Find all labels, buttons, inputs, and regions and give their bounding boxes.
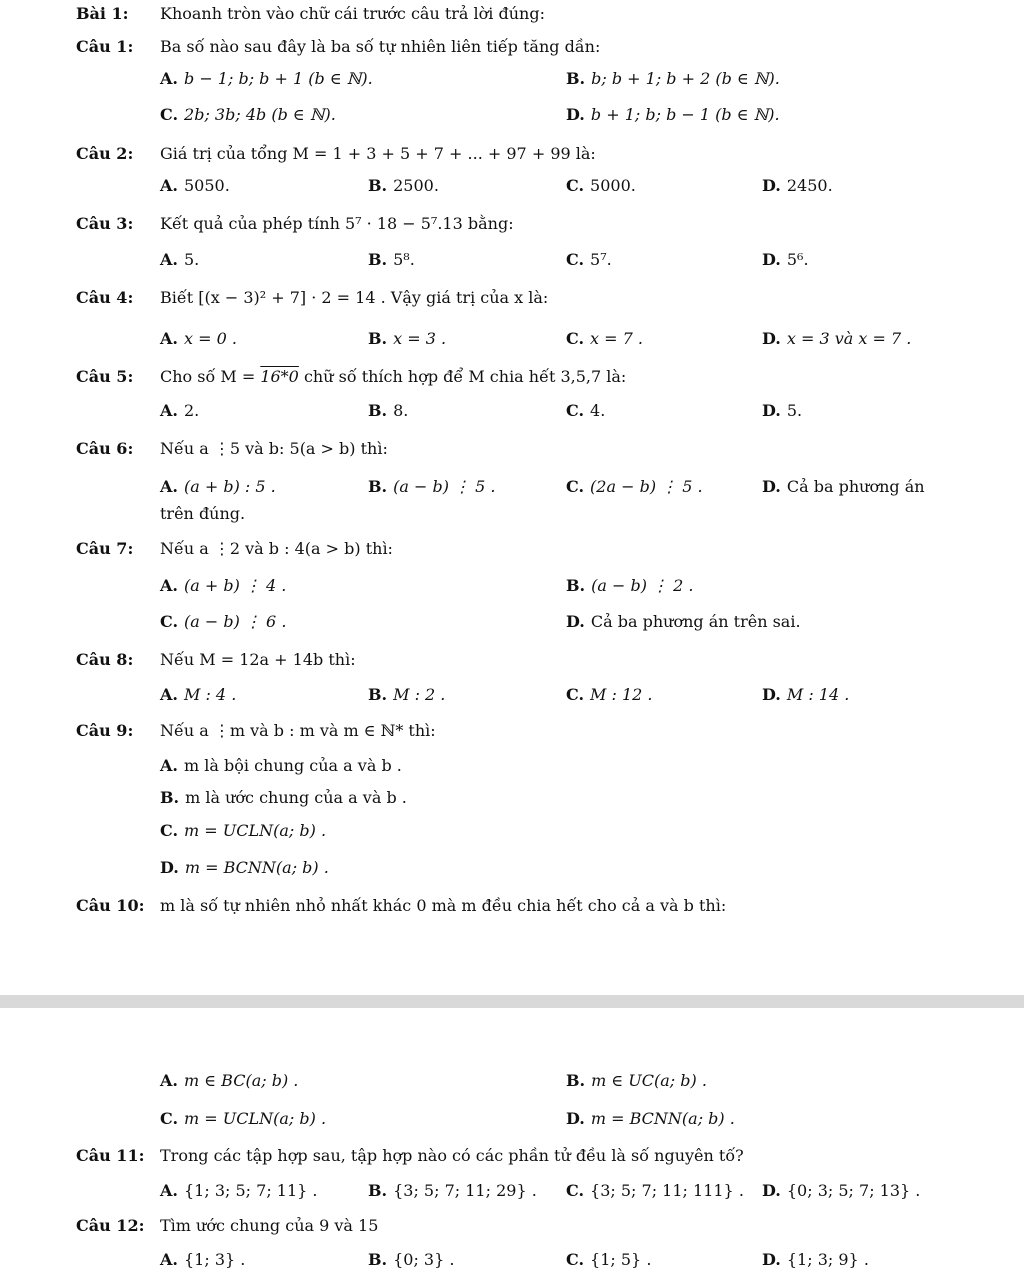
question-3-label: Câu 3: bbox=[76, 214, 134, 233]
question-8-option-c[interactable] bbox=[566, 684, 653, 706]
option-letter: A. bbox=[160, 250, 178, 269]
option-text: Cả ba phương án trên sai. bbox=[590, 612, 801, 631]
question-11-option-d[interactable] bbox=[762, 1180, 920, 1202]
question-7-option-a[interactable] bbox=[160, 575, 286, 597]
option-text: 5. bbox=[786, 401, 803, 420]
option-text: Cả ba phương án bbox=[786, 477, 925, 496]
question-8-option-a[interactable] bbox=[160, 684, 236, 706]
option-letter: A. bbox=[160, 329, 178, 348]
option-letter: D. bbox=[762, 176, 781, 195]
question-9-text: Nếu a ⋮m và b : m và m ∈ ℕ* thì: bbox=[160, 721, 436, 740]
option-text: x = 3 và x = 7 . bbox=[786, 329, 912, 348]
option-letter: B. bbox=[368, 1250, 388, 1269]
option-letter: B. bbox=[368, 250, 388, 269]
question-5-option-a[interactable] bbox=[160, 400, 199, 422]
page-break-divider bbox=[0, 995, 1024, 1008]
question-5-text bbox=[160, 366, 626, 388]
option-text: 5⁶. bbox=[786, 250, 809, 269]
option-letter: D. bbox=[762, 401, 781, 420]
question-12-option-d[interactable] bbox=[762, 1249, 869, 1271]
option-letter: A. bbox=[160, 401, 178, 420]
option-letter: A. bbox=[160, 1181, 178, 1200]
option-letter: A. bbox=[160, 756, 178, 775]
question-6-option-a[interactable] bbox=[160, 476, 276, 498]
question-11-option-a[interactable] bbox=[160, 1180, 318, 1202]
option-text: x = 7 . bbox=[590, 329, 643, 348]
option-letter: A. bbox=[160, 685, 178, 704]
question-3-text: Kết quả của phép tính 5⁷ · 18 − 5⁷.13 bằng: bbox=[160, 214, 514, 233]
question-4-option-d[interactable] bbox=[762, 328, 911, 350]
option-letter: C. bbox=[566, 250, 585, 269]
option-text: (a − b) ⋮ 5 . bbox=[393, 477, 496, 496]
option-letter: A. bbox=[160, 576, 178, 595]
option-text: 5⁷. bbox=[590, 250, 612, 269]
option-letter: A. bbox=[160, 477, 178, 496]
option-letter: B. bbox=[368, 477, 388, 496]
option-letter: D. bbox=[566, 1109, 585, 1128]
question-3-option-a[interactable] bbox=[160, 249, 199, 271]
question-10-option-d[interactable] bbox=[566, 1108, 735, 1130]
option-text: m = BCNN(a; b) . bbox=[184, 858, 329, 877]
question-12-option-b[interactable] bbox=[368, 1249, 454, 1271]
option-text: (a + b) : 5 . bbox=[183, 477, 276, 496]
question-1-option-c[interactable] bbox=[160, 104, 336, 126]
question-4-option-b[interactable] bbox=[368, 328, 446, 350]
option-text: b; b + 1; b + 2 (b ∈ ℕ). bbox=[591, 69, 780, 88]
question-12-label: Câu 12: bbox=[76, 1216, 145, 1235]
question-8-option-d[interactable] bbox=[762, 684, 849, 706]
question-7-option-c[interactable] bbox=[160, 611, 286, 633]
option-text: 5050. bbox=[183, 176, 230, 195]
question-6-text: Nếu a ⋮5 và b: 5(a > b) thì: bbox=[160, 439, 388, 458]
question-9-option-b[interactable] bbox=[160, 787, 407, 809]
option-text: m = UCLN(a; b) . bbox=[184, 1109, 327, 1128]
option-text: {1; 5} . bbox=[590, 1250, 652, 1269]
question-9-option-d[interactable] bbox=[160, 857, 329, 879]
question-3-option-b[interactable] bbox=[368, 249, 415, 271]
exercise-label: Bài 1: bbox=[76, 4, 129, 23]
question-3-option-d[interactable] bbox=[762, 249, 809, 271]
question-12-option-c[interactable] bbox=[566, 1249, 651, 1271]
option-letter: C. bbox=[160, 612, 179, 631]
option-letter: B. bbox=[368, 401, 388, 420]
option-letter: C. bbox=[566, 401, 585, 420]
option-text: 5⁸. bbox=[393, 250, 415, 269]
question-2-option-d[interactable] bbox=[762, 175, 833, 197]
option-letter: B. bbox=[368, 329, 388, 348]
option-letter: D. bbox=[762, 685, 781, 704]
question-5-text-pre: Cho số M = bbox=[160, 367, 261, 386]
question-10-label: Câu 10: bbox=[76, 896, 145, 915]
option-text: 2450. bbox=[786, 176, 833, 195]
option-text: 2. bbox=[183, 401, 200, 420]
option-text: (a − b) ⋮ 2 . bbox=[591, 576, 694, 595]
exercise-instruction: Khoanh tròn vào chữ cái trước câu trả lời đúng: bbox=[160, 4, 545, 23]
option-letter: C. bbox=[566, 176, 585, 195]
option-text: (a + b) ⋮ 4 . bbox=[183, 576, 287, 595]
option-letter: B. bbox=[566, 69, 586, 88]
question-4-option-a[interactable] bbox=[160, 328, 237, 350]
option-letter: D. bbox=[762, 1181, 781, 1200]
question-1-text: Ba số nào sau đây là ba số tự nhiên liên tiếp tăng dần: bbox=[160, 37, 601, 56]
question-2-option-c[interactable] bbox=[566, 175, 636, 197]
option-text: b + 1; b; b − 1 (b ∈ ℕ). bbox=[590, 105, 780, 124]
question-1-label: Câu 1: bbox=[76, 37, 134, 56]
option-text: 2500. bbox=[393, 176, 439, 195]
option-text: m là ước chung của a và b . bbox=[185, 788, 407, 807]
option-letter: C. bbox=[566, 1250, 585, 1269]
question-6-label: Câu 6: bbox=[76, 439, 134, 458]
option-letter: C. bbox=[160, 1109, 179, 1128]
option-text: {1; 3; 9} . bbox=[786, 1250, 869, 1269]
option-letter: B. bbox=[160, 788, 180, 807]
question-4-label: Câu 4: bbox=[76, 288, 134, 307]
question-10-option-c[interactable] bbox=[160, 1108, 326, 1130]
question-5-text-post: chữ số thích hợp để M chia hết 3,5,7 là: bbox=[298, 367, 627, 386]
question-11-text: Trong các tập hợp sau, tập hợp nào có các phần tử đều là số nguyên tố? bbox=[160, 1146, 744, 1165]
question-9-option-c[interactable] bbox=[160, 820, 326, 842]
question-4-option-c[interactable] bbox=[566, 328, 643, 350]
question-4-text: Biết [(x − 3)² + 7] · 2 = 14 . Vậy giá trị của x là: bbox=[160, 288, 549, 307]
option-text: {0; 3; 5; 7; 13} . bbox=[786, 1181, 921, 1200]
option-letter: D. bbox=[160, 858, 179, 877]
question-11-option-b[interactable] bbox=[368, 1180, 537, 1202]
question-2-text: Giá trị của tổng M = 1 + 3 + 5 + 7 + ... + 97 + 99 là: bbox=[160, 144, 596, 163]
option-text: m = UCLN(a; b) . bbox=[184, 821, 327, 840]
question-11-label: Câu 11: bbox=[76, 1146, 145, 1165]
option-text: M : 2 . bbox=[393, 685, 446, 704]
question-9-option-a[interactable] bbox=[160, 755, 402, 777]
option-letter: D. bbox=[762, 250, 781, 269]
option-text: x = 0 . bbox=[183, 329, 237, 348]
question-5-option-c[interactable] bbox=[566, 400, 605, 422]
question-5-option-d[interactable] bbox=[762, 400, 802, 422]
option-text: m ∈ UC(a; b) . bbox=[591, 1071, 707, 1090]
option-letter: D. bbox=[566, 612, 585, 631]
question-7-label: Câu 7: bbox=[76, 539, 134, 558]
question-1-option-b[interactable] bbox=[566, 68, 780, 90]
question-2-option-a[interactable] bbox=[160, 175, 230, 197]
option-letter: C. bbox=[566, 477, 585, 496]
question-12-option-a[interactable] bbox=[160, 1249, 245, 1271]
question-5-overline-number: 16*0 bbox=[260, 367, 299, 386]
option-letter: D. bbox=[762, 1250, 781, 1269]
question-6-option-c[interactable] bbox=[566, 476, 703, 498]
option-letter: D. bbox=[762, 329, 781, 348]
question-7-text: Nếu a ⋮2 và b : 4(a > b) thì: bbox=[160, 539, 393, 558]
question-6-option-d[interactable] bbox=[762, 476, 925, 498]
option-letter: A. bbox=[160, 176, 178, 195]
option-text: {1; 3} . bbox=[183, 1250, 246, 1269]
option-text: 5000. bbox=[590, 176, 636, 195]
question-5-label: Câu 5: bbox=[76, 367, 134, 386]
question-11-option-c[interactable] bbox=[566, 1180, 744, 1202]
option-letter: B. bbox=[368, 176, 388, 195]
option-text: b − 1; b; b + 1 (b ∈ ℕ). bbox=[183, 69, 373, 88]
option-letter: B. bbox=[566, 1071, 586, 1090]
option-letter: B. bbox=[368, 1181, 388, 1200]
option-text: 2b; 3b; 4b (b ∈ ℕ). bbox=[184, 105, 336, 124]
option-letter: B. bbox=[566, 576, 586, 595]
option-letter: D. bbox=[762, 477, 781, 496]
question-7-option-d[interactable] bbox=[566, 611, 801, 633]
option-text: 4. bbox=[590, 401, 606, 420]
option-text: m là bội chung của a và b . bbox=[183, 756, 402, 775]
option-text: M : 12 . bbox=[590, 685, 653, 704]
option-text: {3; 5; 7; 11; 111} . bbox=[590, 1181, 744, 1200]
option-letter: C. bbox=[566, 1181, 585, 1200]
question-10-option-b[interactable] bbox=[566, 1070, 707, 1092]
option-letter: A. bbox=[160, 69, 178, 88]
question-8-option-b[interactable] bbox=[368, 684, 445, 706]
option-text: {0; 3} . bbox=[393, 1250, 455, 1269]
worksheet-sheet-bottom bbox=[0, 1008, 1024, 1280]
option-letter: C. bbox=[566, 329, 585, 348]
question-1-option-d[interactable] bbox=[566, 104, 780, 126]
option-text: 8. bbox=[393, 401, 409, 420]
option-text: M : 4 . bbox=[183, 685, 237, 704]
option-letter: A. bbox=[160, 1071, 178, 1090]
question-7-option-b[interactable] bbox=[566, 575, 693, 597]
option-text: x = 3 . bbox=[393, 329, 447, 348]
question-8-text: Nếu M = 12a + 14b thì: bbox=[160, 650, 356, 669]
option-letter: C. bbox=[160, 821, 179, 840]
option-text: (2a − b) ⋮ 5 . bbox=[590, 477, 703, 496]
question-6-option-d-continuation: trên đúng. bbox=[160, 504, 246, 523]
option-letter: A. bbox=[160, 1250, 178, 1269]
question-5-option-b[interactable] bbox=[368, 400, 408, 422]
question-2-option-b[interactable] bbox=[368, 175, 439, 197]
option-text: m = BCNN(a; b) . bbox=[590, 1109, 735, 1128]
option-letter: B. bbox=[368, 685, 388, 704]
option-letter: C. bbox=[566, 685, 585, 704]
option-text: m ∈ BC(a; b) . bbox=[183, 1071, 299, 1090]
question-10-text: m là số tự nhiên nhỏ nhất khác 0 mà m đều chia hết cho cả a và b thì: bbox=[160, 896, 727, 915]
option-letter: D. bbox=[566, 105, 585, 124]
question-10-option-a[interactable] bbox=[160, 1070, 298, 1092]
question-8-label: Câu 8: bbox=[76, 650, 134, 669]
question-12-text: Tìm ước chung của 9 và 15 bbox=[160, 1216, 379, 1235]
option-text: M : 14 . bbox=[786, 685, 850, 704]
option-text: {1; 3; 5; 7; 11} . bbox=[183, 1181, 318, 1200]
option-text: (a − b) ⋮ 6 . bbox=[184, 612, 287, 631]
option-text: 5. bbox=[183, 250, 200, 269]
question-3-option-c[interactable] bbox=[566, 249, 612, 271]
option-letter: C. bbox=[160, 105, 179, 124]
question-6-option-b[interactable] bbox=[368, 476, 495, 498]
question-9-label: Câu 9: bbox=[76, 721, 134, 740]
question-1-option-a[interactable] bbox=[160, 68, 373, 90]
question-2-label: Câu 2: bbox=[76, 144, 134, 163]
option-text: {3; 5; 7; 11; 29} . bbox=[393, 1181, 537, 1200]
